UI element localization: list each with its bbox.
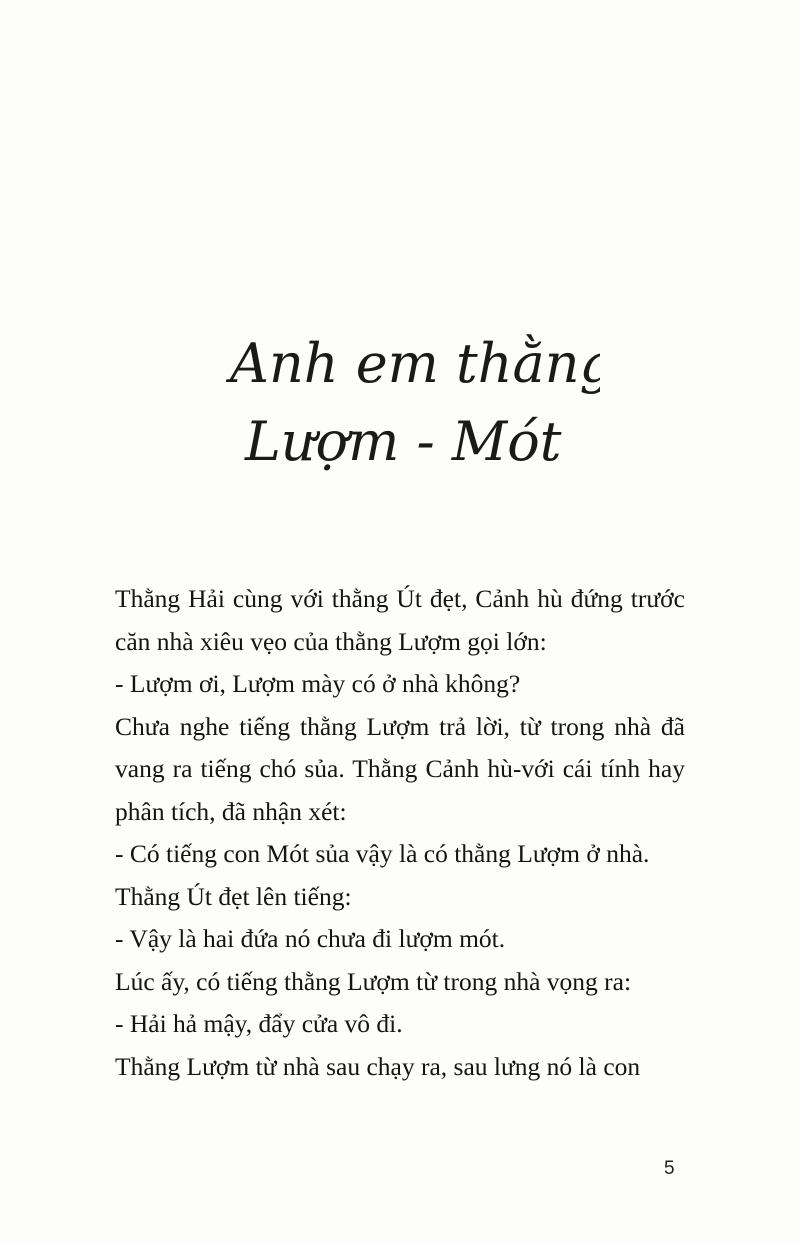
chapter-title bbox=[200, 320, 600, 490]
paragraph-4: - Có tiếng con Mót sủa vậy là có thằng Lượm ở nhà. bbox=[115, 839, 650, 868]
paragraph-7: Lúc ấy, có tiếng thằng Lượm từ trong nhà vọng ra: bbox=[115, 966, 632, 996]
paragraph-3: Chưa nghe tiếng thằng Lượm trả lời, từ trong nhà đã vang ra tiếng chó sủa. Thằng Cảnh hù-với cái tính hay phân tích, đã nhận xét: bbox=[115, 711, 685, 826]
paragraph-5: Thằng Út đẹt lên tiếng: bbox=[115, 881, 352, 911]
paragraph-1: Thằng Hải cùng với thằng Út đẹt, Cảnh hù đứng trước căn nhà xiêu vẹo của thằng Lượm gọi lớn: bbox=[115, 584, 685, 656]
chapter-title-line-1: Anh em thằng bbox=[230, 332, 600, 395]
chapter-title-handwritten bbox=[200, 320, 600, 490]
paragraph-9: Thằng Lượm từ nhà sau chạy ra, sau lưng nó là con bbox=[115, 1051, 641, 1081]
page-number: 5 bbox=[664, 1158, 675, 1179]
paragraph-2: - Lượm ơi, Lượm mày có ở nhà không? bbox=[115, 669, 521, 698]
chapter-title-line-2: Lượm - Mót bbox=[245, 410, 562, 473]
body-text bbox=[115, 578, 685, 1088]
paragraph-8: - Hải hả mậy, đẩy cửa vô đi. bbox=[115, 1009, 403, 1038]
paragraph-6: - Vậy là hai đứa nó chưa đi lượm mót. bbox=[115, 924, 506, 953]
